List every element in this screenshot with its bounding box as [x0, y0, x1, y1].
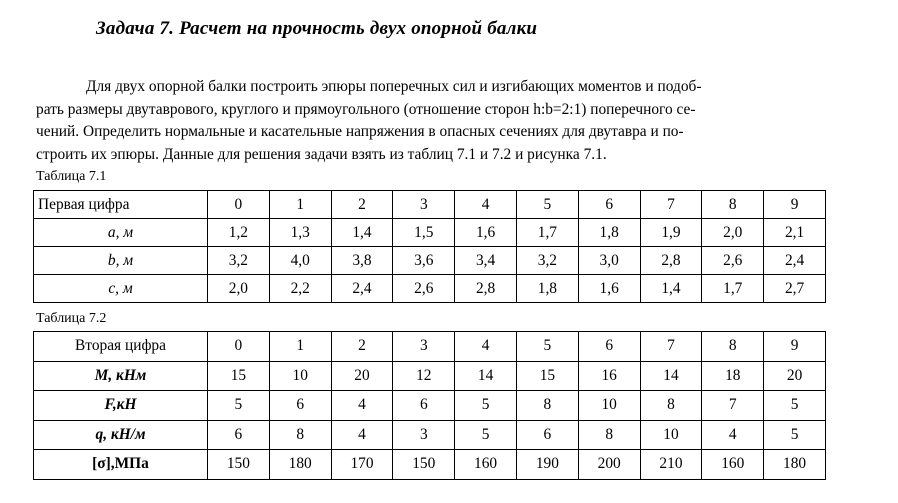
value-cell: 3,0 — [578, 247, 640, 275]
value-cell: 5 — [455, 420, 517, 450]
value-cell: 4 — [702, 420, 764, 450]
value-cell: 160 — [455, 450, 517, 480]
value-cell: 20 — [331, 361, 393, 391]
value-cell: 200 — [578, 450, 640, 480]
value-cell: 3,2 — [516, 247, 578, 275]
value-cell: 8 — [516, 391, 578, 421]
table-row — [34, 420, 826, 450]
value-cell: 8 — [269, 420, 331, 450]
value-cell: 15 — [516, 361, 578, 391]
digit-cell: 3 — [393, 191, 455, 219]
digit-cell: 3 — [393, 332, 455, 362]
table-row — [34, 361, 826, 391]
value-cell: 3,2 — [208, 247, 270, 275]
value-cell: 1,5 — [393, 219, 455, 247]
value-cell: 16 — [578, 361, 640, 391]
value-cell: 10 — [578, 391, 640, 421]
value-cell: 3,6 — [393, 247, 455, 275]
value-cell: 2,7 — [764, 275, 826, 303]
value-cell: 2,6 — [702, 247, 764, 275]
value-cell: 18 — [702, 361, 764, 391]
digit-cell: 7 — [640, 191, 702, 219]
value-cell: 4 — [331, 420, 393, 450]
value-cell: 210 — [640, 450, 702, 480]
value-cell: 3,4 — [455, 247, 517, 275]
digit-cell: 6 — [578, 191, 640, 219]
header-label-cell: Вторая цифра — [34, 332, 208, 362]
value-cell: 14 — [640, 361, 702, 391]
value-cell: 5 — [208, 391, 270, 421]
value-cell: 20 — [764, 361, 826, 391]
value-cell: 1,4 — [640, 275, 702, 303]
digit-cell: 5 — [516, 332, 578, 362]
row-label-cell: c, м — [34, 275, 208, 303]
value-cell: 6 — [516, 420, 578, 450]
description-line: Для двух опорной балки построить эпюры поперечных сил и изгибающих моментов и подоб- — [86, 78, 702, 95]
value-cell: 2,6 — [393, 275, 455, 303]
table-row — [34, 391, 826, 421]
digit-cell: 8 — [702, 332, 764, 362]
table-caption: Таблица 7.2 — [36, 311, 107, 326]
digit-cell: 0 — [208, 191, 270, 219]
value-cell: 190 — [516, 450, 578, 480]
digit-cell: 2 — [331, 332, 393, 362]
value-cell: 2,0 — [702, 219, 764, 247]
table-caption: Таблица 7.1 — [36, 169, 107, 184]
description-line: рать размеры двутаврового, круглого и прямоугольного (отношение сторон h:b=2:1) поперечного се- — [36, 100, 696, 118]
value-cell: 2,8 — [455, 275, 517, 303]
value-cell: 1,4 — [331, 219, 393, 247]
row-label-cell: [σ],МПа — [34, 450, 208, 480]
value-cell: 2,4 — [764, 247, 826, 275]
table-row — [34, 450, 826, 480]
table-7-2 — [33, 331, 826, 480]
value-cell: 10 — [640, 420, 702, 450]
value-cell: 3 — [393, 420, 455, 450]
row-label-cell: F,кН — [34, 391, 208, 421]
value-cell: 6 — [269, 391, 331, 421]
value-cell: 14 — [455, 361, 517, 391]
value-cell: 5 — [764, 420, 826, 450]
table-header-row — [34, 191, 826, 219]
digit-cell: 0 — [208, 332, 270, 362]
row-label-cell: M, кНм — [34, 361, 208, 391]
value-cell: 3,8 — [331, 247, 393, 275]
task-title: Задача 7. Расчет на прочность двух опорной балки — [96, 18, 538, 39]
digit-cell: 9 — [764, 332, 826, 362]
table-row — [34, 275, 826, 303]
value-cell: 10 — [269, 361, 331, 391]
value-cell: 8 — [578, 420, 640, 450]
value-cell: 1,9 — [640, 219, 702, 247]
table-row — [34, 247, 826, 275]
description-line: строить их эпюры. Данные для решения задачи взять из таблиц 7.1 и 7.2 и рисунка 7.1. — [36, 145, 607, 163]
value-cell: 2,0 — [208, 275, 270, 303]
value-cell: 180 — [764, 450, 826, 480]
value-cell: 1,2 — [208, 219, 270, 247]
value-cell: 12 — [393, 361, 455, 391]
value-cell: 4,0 — [269, 247, 331, 275]
value-cell: 5 — [764, 391, 826, 421]
table-header-row — [34, 332, 826, 362]
value-cell: 1,8 — [516, 275, 578, 303]
value-cell: 1,8 — [578, 219, 640, 247]
value-cell: 7 — [702, 391, 764, 421]
digit-cell: 1 — [269, 332, 331, 362]
table-7-1 — [33, 190, 826, 303]
value-cell: 5 — [455, 391, 517, 421]
digit-cell: 7 — [640, 332, 702, 362]
digit-cell: 4 — [455, 191, 517, 219]
value-cell: 4 — [331, 391, 393, 421]
digit-cell: 8 — [702, 191, 764, 219]
value-cell: 1,6 — [578, 275, 640, 303]
value-cell: 8 — [640, 391, 702, 421]
digit-cell: 1 — [269, 191, 331, 219]
value-cell: 1,7 — [516, 219, 578, 247]
header-label-cell: Первая цифра — [34, 191, 208, 219]
value-cell: 160 — [702, 450, 764, 480]
value-cell: 15 — [208, 361, 270, 391]
table-row — [34, 219, 826, 247]
value-cell: 150 — [393, 450, 455, 480]
value-cell: 1,7 — [702, 275, 764, 303]
value-cell: 1,3 — [269, 219, 331, 247]
row-label-cell: b, м — [34, 247, 208, 275]
digit-cell: 2 — [331, 191, 393, 219]
value-cell: 2,1 — [764, 219, 826, 247]
value-cell: 1,6 — [455, 219, 517, 247]
value-cell: 150 — [208, 450, 270, 480]
row-label-cell: q, кН/м — [34, 420, 208, 450]
value-cell: 2,2 — [269, 275, 331, 303]
description-line: чений. Определить нормальные и касательные напряжения в опасных сечениях для двутавра и по- — [36, 123, 684, 140]
task-description — [36, 76, 888, 166]
value-cell: 2,4 — [331, 275, 393, 303]
value-cell: 170 — [331, 450, 393, 480]
digit-cell: 6 — [578, 332, 640, 362]
row-label-cell: a, м — [34, 219, 208, 247]
value-cell: 2,8 — [640, 247, 702, 275]
digit-cell: 5 — [516, 191, 578, 219]
value-cell: 6 — [393, 391, 455, 421]
value-cell: 180 — [269, 450, 331, 480]
digit-cell: 4 — [455, 332, 517, 362]
digit-cell: 9 — [764, 191, 826, 219]
value-cell: 6 — [208, 420, 270, 450]
